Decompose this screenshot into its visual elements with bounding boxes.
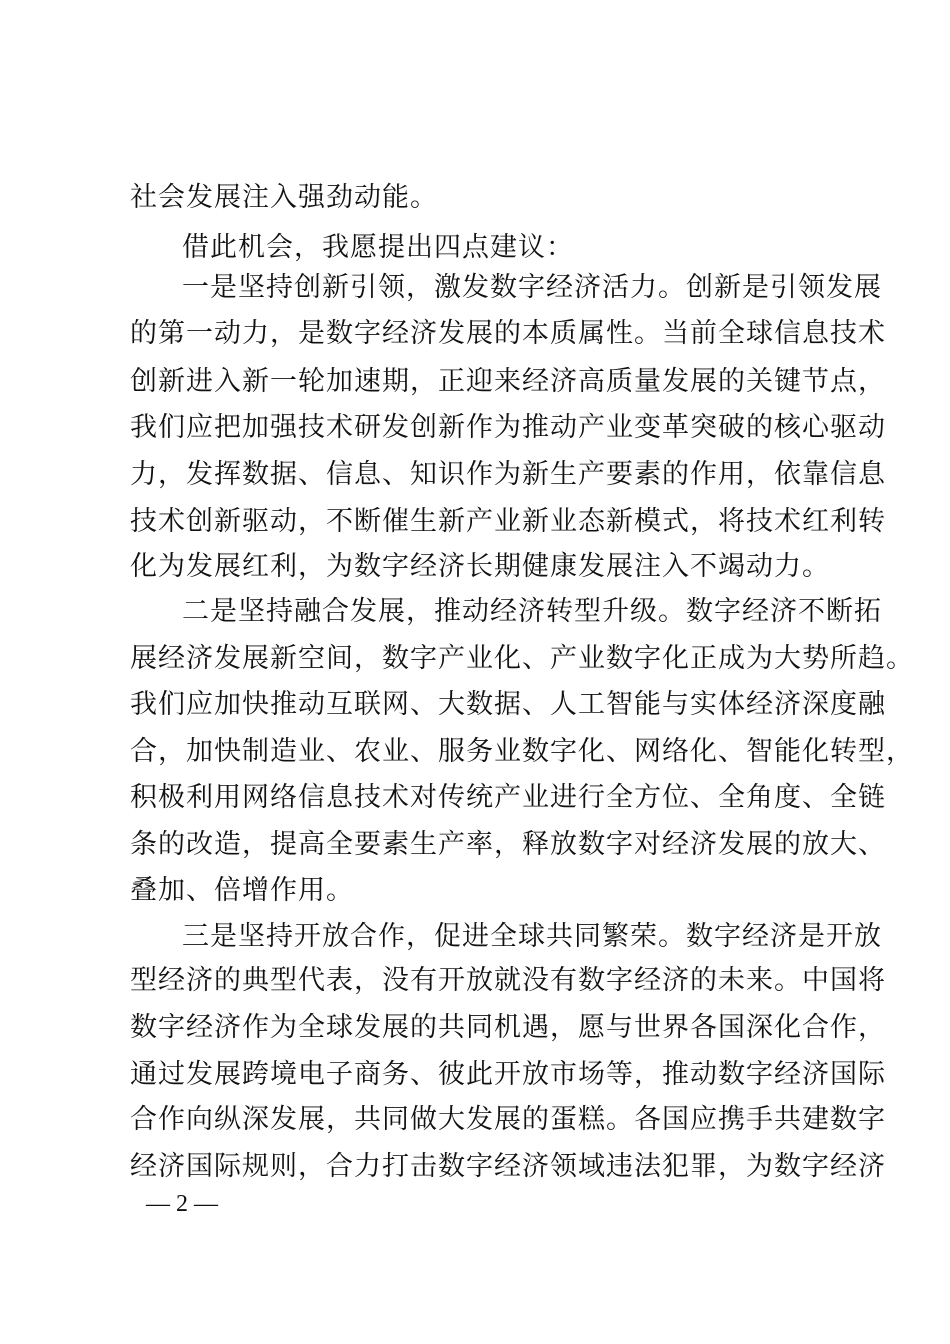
text-line: 数字经济作为全球发展的共同机遇，愿与世界各国深化合作， (130, 1012, 886, 1043)
page-number: — 2 — (146, 1191, 218, 1217)
text-line: 借此机会，我愿提出四点建议： (182, 232, 574, 263)
text-line: 化为发展红利，为数字经济长期健康发展注入不竭动力。 (130, 551, 830, 582)
text-line: 一是坚持创新引领，激发数字经济活力。创新是引领发展 (182, 272, 882, 303)
text-line: 三是坚持开放合作，促进全球共同繁荣。数字经济是开放 (182, 921, 882, 952)
text-line: 技术创新驱动，不断催生新产业新业态新模式，将技术红利转 (130, 506, 886, 537)
text-line: 展经济发展新空间，数字产业化、产业数字化正成为大势所趋。 (130, 643, 914, 674)
text-line: 经济国际规则，合力打击数字经济领域违法犯罪，为数字经济 (130, 1151, 886, 1182)
text-line: 力，发挥数据、信息、知识作为新生产要素的作用，依靠信息 (130, 459, 886, 490)
text-line: 我们应加快推动互联网、大数据、人工智能与实体经济深度融 (130, 689, 886, 720)
text-line: 合作向纵深发展，共同做大发展的蛋糕。各国应携手共建数字 (130, 1104, 886, 1135)
text-line: 型经济的典型代表，没有开放就没有数字经济的未来。中国将 (130, 965, 886, 996)
text-line: 合，加快制造业、农业、服务业数字化、网络化、智能化转型， (130, 736, 914, 767)
text-line: 我们应把加强技术研发创新作为推动产业变革突破的核心驱动 (130, 412, 886, 443)
text-line: 创新进入新一轮加速期，正迎来经济高质量发展的关键节点， (130, 366, 886, 397)
text-line: 社会发展注入强劲动能。 (130, 182, 438, 213)
text-line: 的第一动力，是数字经济发展的本质属性。当前全球信息技术 (130, 318, 886, 349)
text-line: 通过发展跨境电子商务、彼此开放市场等，推动数字经济国际 (130, 1059, 886, 1090)
text-line: 叠加、倍增作用。 (130, 875, 354, 906)
text-line: 二是坚持融合发展，推动经济转型升级。数字经济不断拓 (182, 596, 882, 627)
text-line: 积极利用网络信息技术对传统产业进行全方位、全角度、全链 (130, 782, 886, 813)
text-line: 条的改造，提高全要素生产率，释放数字对经济发展的放大、 (130, 829, 886, 860)
